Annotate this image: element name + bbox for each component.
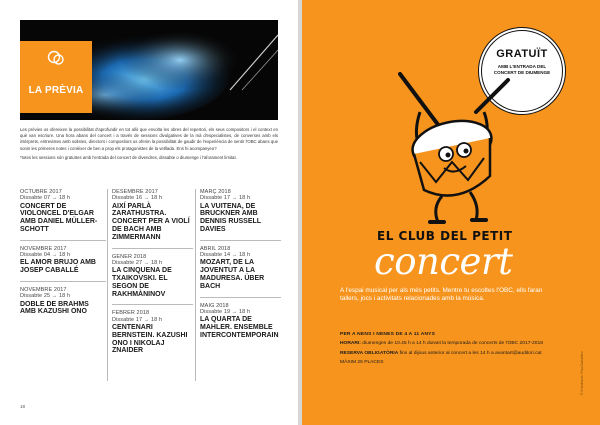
booking-info [340, 351, 562, 357]
event-item [112, 189, 193, 242]
event-month: MAIG 2018 [200, 302, 229, 309]
event-month: NOVEMBRE 2017 [20, 245, 67, 252]
drum-mascot-illustration [380, 72, 520, 227]
schedule-info [340, 341, 562, 347]
divider [20, 281, 106, 282]
event-title: AIXÍ PARLÀ ZARATHUSTRA. CONCERT PER A VIOLÍ DE BACH AMB ZIMMERMANN [112, 202, 190, 241]
la-previa-badge [20, 41, 92, 113]
event-month: NOVEMBRE 2017 [20, 286, 67, 293]
events-column-1 [20, 189, 106, 322]
club-title-line: EL CLUB DEL PETIT [377, 229, 513, 243]
event-month: MARÇ 2018 [200, 189, 231, 195]
divider [112, 248, 193, 249]
event-item [200, 189, 281, 234]
event-item [20, 287, 106, 316]
speech-bubble-icon [47, 50, 65, 66]
intro-footnote: *totes les sessions són gratuïtes amb l'entrada del concert de divendres, dissabte o diumenge i l'aforament limitat. [20, 154, 237, 160]
event-day: Dissabte 16 → 18 h [112, 195, 163, 202]
events-column-3 [195, 189, 281, 381]
schedule-text: diumenges de 10.45 h a 14 h durant la temporada de concerts de l'OBC 2017-2018 [362, 341, 543, 347]
event-item [200, 246, 281, 291]
event-month: FEBRER 2018 [112, 310, 150, 317]
event-month: GENER 2018 [112, 253, 147, 260]
intro-text [20, 127, 278, 164]
event-day: Dissabte 17 → 18 h [200, 195, 251, 202]
event-title: EL AMOR BRUJO AMB JOSEP CABALLÉ [20, 259, 96, 275]
divider [112, 304, 193, 305]
event-item [20, 189, 106, 234]
intro-paragraph: Les prèvies us ofereixen la possibilitat d'aprofundir en tot allò que envolta les obres del repertori, els seus compositors i el context en què van escriure. Una hora abans del concert i a través de sessions divulgatives de la mà d'especialistes, de converses amb els intèrprets, entrevistes amb solistes, directors i compositors us oferim la possibilitat de gaudir de l'experiència de sentir l'OBC abans que sonin les primeres notes i conèixer de ben a prop els protagonistes de la vetllada. Ens hi acompanyeu? [20, 127, 278, 151]
event-title: LA QUARTA DE MAHLER. ENSEMBLE INTERCONTEMPORAIN [200, 316, 279, 339]
event-day: Dissabte 27 → 18 h [112, 259, 163, 266]
schedule-label: HORARI: [340, 341, 361, 347]
divider [200, 240, 281, 241]
divider [20, 240, 106, 241]
audience-heading: PER A NENS I NENES DE 4 A 11 ANYS [340, 332, 436, 337]
club-lead-text: A l'espai musical per als més petits. Mentre tu escoltes l'OBC, ells faran tallers, jocs i activitats relacionades amb la música. [340, 287, 543, 303]
event-month: ABRIL 2018 [200, 245, 231, 252]
event-day: Dissabte 14 → 18 h [200, 252, 251, 259]
badge-title: LA PRÈVIA [28, 85, 84, 96]
event-day: Dissabte 17 → 18 h [112, 316, 163, 323]
page-number: 18 [20, 404, 26, 409]
stamp-note: AMB L'ENTRADA DEL CONCERT DE DIUMENGE [493, 64, 551, 75]
event-title: CENTENARI BERNSTEIN. KAZUSHI ONO I NIKOLAJ ZNAIDER [112, 323, 188, 355]
event-month: OCTUBRE 2017 [20, 189, 62, 195]
booking-label: RESERVA OBLIGATÒRIA [340, 350, 399, 356]
event-day: Dissabte 19 → 18 h [200, 308, 251, 315]
event-day: Dissabte 04 → 18 h [20, 252, 71, 259]
divider [200, 297, 281, 298]
event-title: LA CINQUENA DE TXAIKOVSKI. EL SEGON DE RAKHMÀNINOV [112, 267, 172, 298]
event-day: Dissabte 07 → 18 h [20, 195, 71, 202]
event-item [112, 254, 193, 299]
booking-text: fins al dijous anterior al concert a les 14 h a avantart@auditori.cat [399, 350, 542, 356]
events-column-2 [107, 189, 193, 381]
event-item [200, 303, 281, 340]
event-month: DESEMBRE 2017 [112, 189, 158, 195]
event-title: LA VUITENA, DE BRUCKNER AMB DENNIS RUSSELL DAVIES [200, 202, 261, 233]
event-item [20, 246, 106, 275]
event-title: MOZART, DE LA JOVENTUT A LA MADURESA. ÜBER BACH [200, 259, 265, 290]
illustration-credit: © Il·lustració: Pau Caballero [580, 351, 584, 395]
event-day: Dissabte 25 → 18 h [20, 293, 71, 300]
club-details [340, 332, 562, 369]
event-title: CONCERT DE VIOLONCEL D'ELGAR AMB DANIEL MÜLLER-SCHOTT [20, 202, 98, 233]
event-item [112, 310, 193, 355]
capacity-info: MÀXIM 25 PLACES [340, 359, 384, 365]
event-title: DOBLE DE BRAHMS AMB KAZUSHI ONO [20, 300, 89, 316]
club-title-script: concert [374, 240, 513, 283]
stamp-title: GRATUÏT [496, 48, 548, 60]
